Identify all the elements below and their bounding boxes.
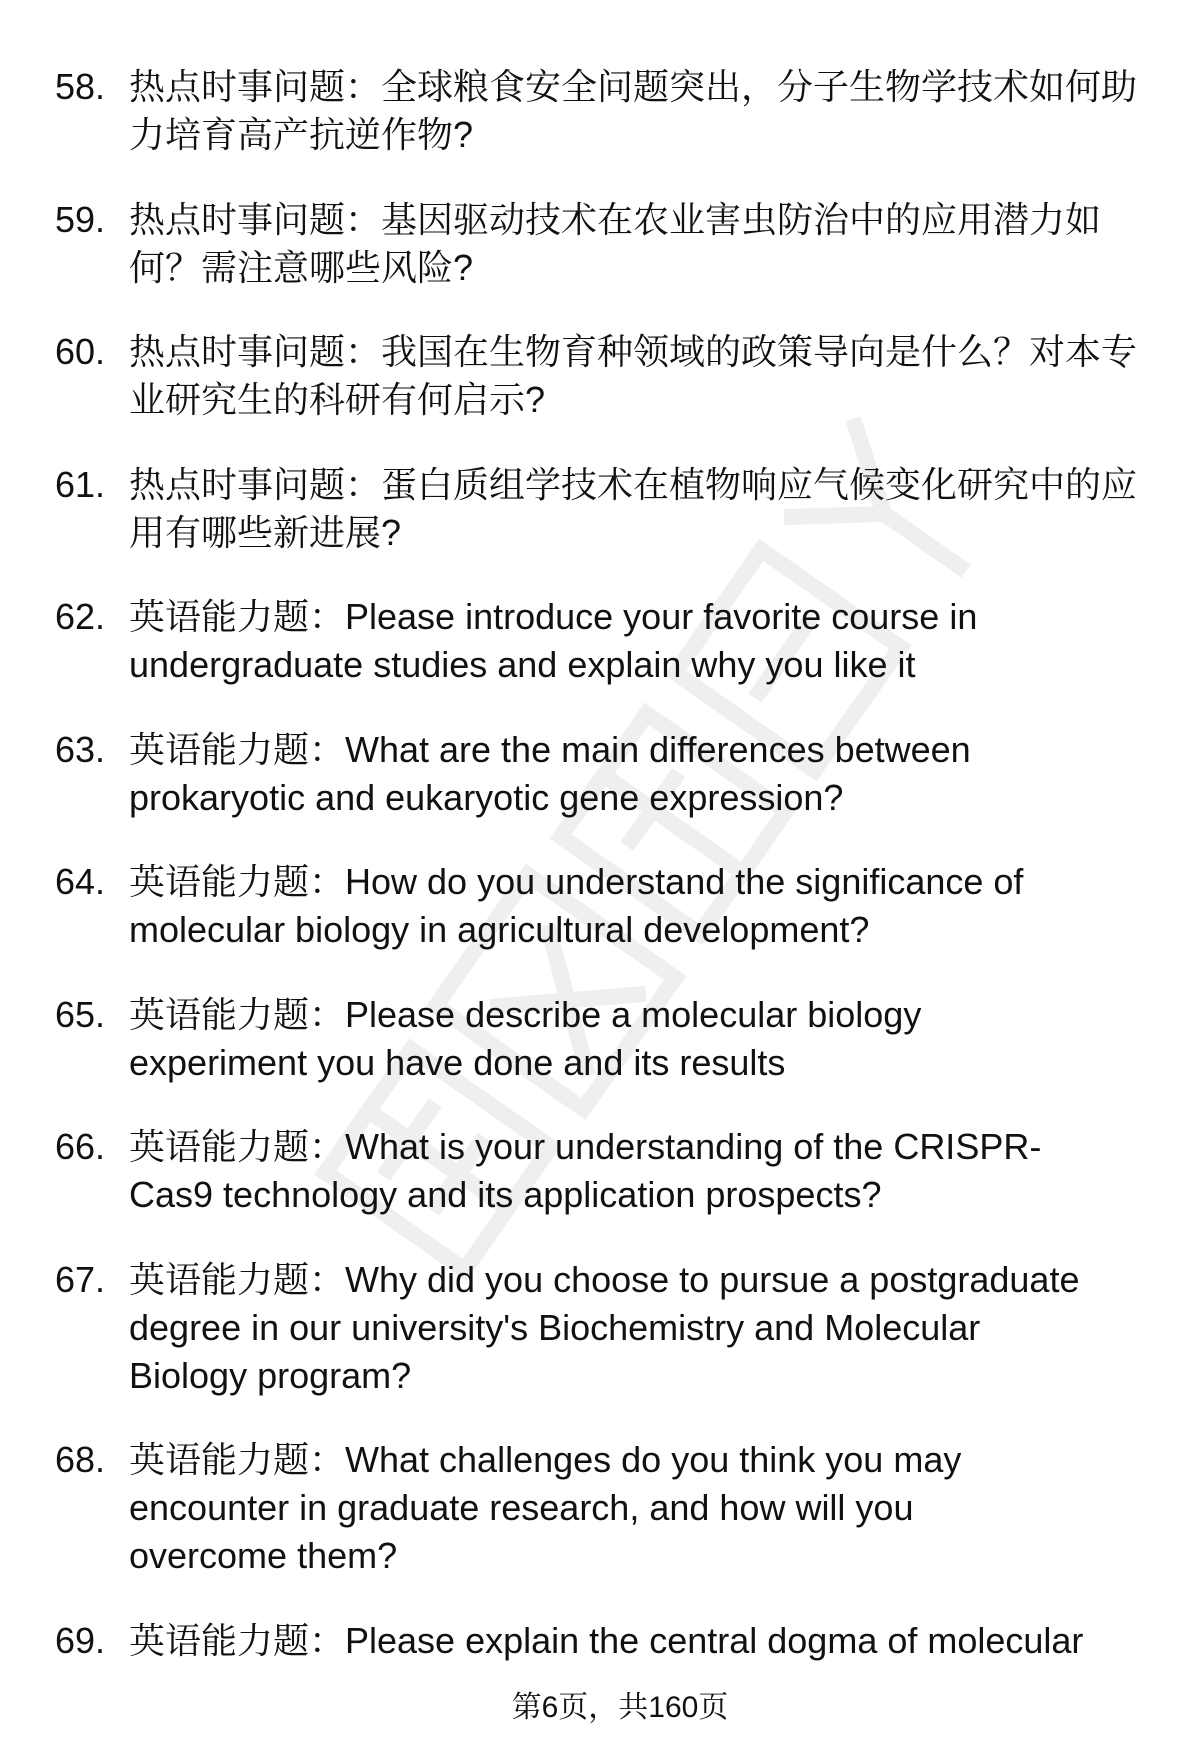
question-line: 英语能力题：What challenges do you think you may <box>129 1439 962 1480</box>
question-list <box>0 63 1200 1701</box>
item-number: 69. <box>55 1619 106 1661</box>
item-number: 61. <box>55 463 106 505</box>
item-number: 62. <box>55 596 106 637</box>
question-text <box>129 328 1200 424</box>
question-line: Cas9 technology and its application prospects? <box>129 1174 882 1215</box>
question-line: 英语能力题：What is your understanding of the CRISPR- <box>129 1126 1042 1167</box>
question-line: undergraduate studies and explain why you like it <box>129 644 916 685</box>
question-line: 热点时事问题：基因驱动技术在农业害虫防治中的应用潜力如 <box>129 198 1102 240</box>
item-number: 58. <box>55 66 106 107</box>
question-text <box>129 593 1200 689</box>
item-number: 67. <box>55 1258 106 1300</box>
question-text <box>129 858 1200 954</box>
question-text <box>129 461 1200 557</box>
item-number: 65. <box>55 993 106 1035</box>
question-line: degree in our university's Biochemistry and Molecular <box>129 1306 981 1348</box>
question-line: experiment you have done and its results <box>129 1041 786 1083</box>
question-line: 何？需注意哪些风险? <box>129 246 474 288</box>
question-line: 英语能力题：Please describe a molecular biology <box>129 993 922 1035</box>
question-text <box>129 63 1200 159</box>
question-line: 用有哪些新进展? <box>129 511 402 553</box>
question-line: 热点时事问题：蛋白质组学技术在植物响应气候变化研究中的应 <box>129 463 1138 505</box>
list-item <box>0 461 1200 557</box>
question-line: prokaryotic and eukaryotic gene expression? <box>129 776 844 818</box>
question-text <box>129 1436 1200 1580</box>
item-number: 66. <box>55 1126 106 1167</box>
question-text <box>129 1123 1200 1219</box>
item-number: 60. <box>55 331 106 372</box>
question-text <box>129 196 1200 292</box>
list-item <box>0 1617 1200 1665</box>
list-item <box>0 63 1200 159</box>
list-item <box>0 196 1200 292</box>
question-line: 英语能力题：Why did you choose to pursue a postgraduate <box>129 1258 1080 1300</box>
list-item <box>0 328 1200 424</box>
list-item <box>0 1123 1200 1219</box>
question-text <box>129 991 1200 1087</box>
item-number: 68. <box>55 1439 106 1480</box>
question-line: 力培育高产抗逆作物? <box>129 114 474 155</box>
question-line: 英语能力题：Please explain the central dogma of molecular <box>129 1619 1084 1661</box>
question-line: 英语能力题：How do you understand the significance of <box>129 861 1024 902</box>
question-line: Biology program? <box>129 1354 412 1396</box>
question-line: 英语能力题：Please introduce your favorite course in <box>129 596 978 637</box>
item-number: 63. <box>55 728 106 770</box>
question-line: 热点时事问题：全球粮食安全问题突出，分子生物学技术如何助 <box>129 66 1138 107</box>
list-item <box>0 858 1200 954</box>
list-item <box>0 726 1200 822</box>
list-item <box>0 593 1200 689</box>
question-text <box>129 1256 1200 1400</box>
question-line: 英语能力题：What are the main differences between <box>129 728 971 770</box>
item-number: 64. <box>55 861 106 902</box>
question-line: encounter in graduate research, and how will you <box>129 1487 914 1528</box>
list-item <box>0 991 1200 1087</box>
page-footer: 第6页，共160页 <box>511 1691 729 1724</box>
item-number: 59. <box>55 198 106 240</box>
question-text <box>129 1617 1200 1665</box>
question-line: 热点时事问题：我国在生物育种领域的政策导向是什么？对本专 <box>129 331 1138 372</box>
question-line: 业研究生的科研有何启示? <box>129 379 546 420</box>
question-line: molecular biology in agricultural development? <box>129 909 870 950</box>
list-item <box>0 1256 1200 1400</box>
question-line: overcome them? <box>129 1535 398 1576</box>
question-text <box>129 726 1200 822</box>
list-item <box>0 1436 1200 1580</box>
